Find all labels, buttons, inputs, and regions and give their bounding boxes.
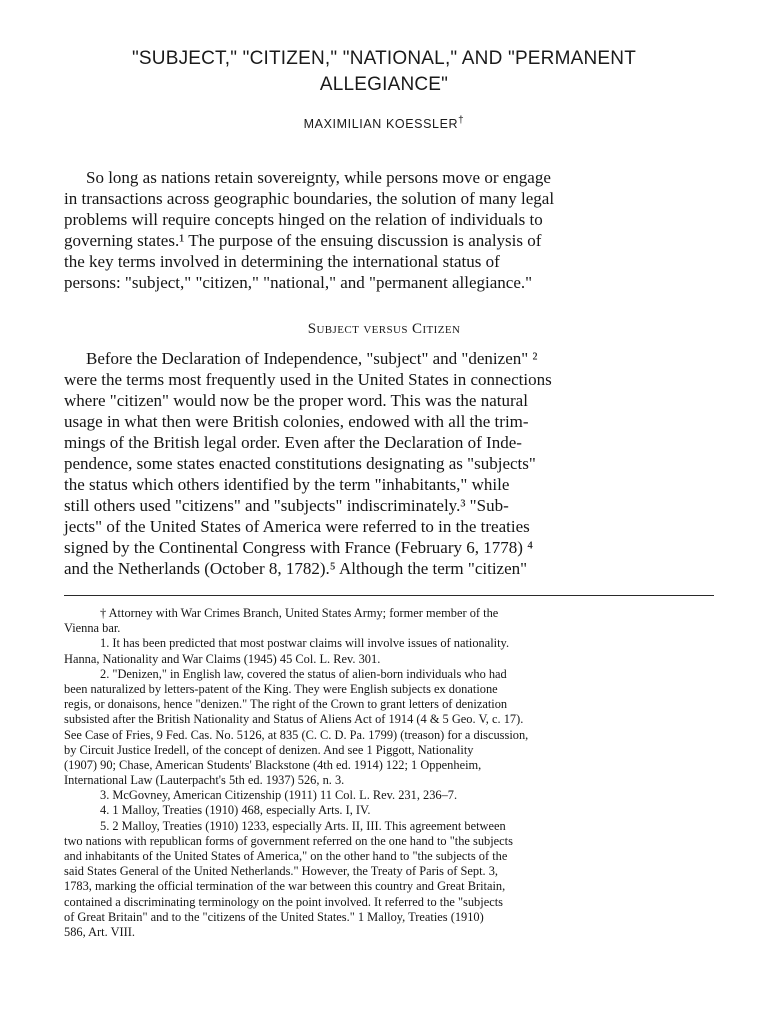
intro-line: the key terms involved in determining the international status of [64,252,500,271]
footnotes [64,606,714,940]
footnote-line: 4. 1 Malloy, Treaties (1910) 468, especially Arts. I, IV. [100,803,371,818]
article-title-line-2: ALLEGIANCE" [319,74,449,95]
footnote-line: 2. "Denizen," in English law, covered the status of alien-born individuals who had [100,666,507,681]
footnote-line: International Law (Lauterpacht's 5th ed. 1937) 526, n. 3. [64,773,345,788]
footnote-line: by Circuit Justice Iredell, of the concept of denizen. And see 1 Piggott, Nationality [64,742,474,757]
footnote-line: and inhabitants of the United States of America," on the other hand to "the subjects of the [64,849,508,863]
author-footnote-mark: † [458,115,465,126]
footnote-line: See Case of Fries, 9 Fed. Cas. No. 5126, at 835 (C. C. D. Pa. 1799) (treason) for a discussion, [64,727,529,742]
footnote-line: † Attorney with War Crimes Branch, United States Army; former member of the [100,606,499,620]
section-heading: Subject versus Citizen [307,321,461,337]
section-line: jects" of the United States of America were referred to in the treaties [64,517,530,536]
footnote-line: (1907) 90; Chase, American Students' Blackstone (4th ed. 1914) 122; 1 Oppenheim, [64,757,482,772]
intro-line: governing states.¹ The purpose of the ensuing discussion is analysis of [64,231,542,250]
footnote-line: 1783, marking the official termination of the war between this country and Great Britain, [64,879,506,894]
footnote-line: contained a discriminating terminology on the point involved. It referred to the "subjects [64,894,503,909]
article-title-line-1: "SUBJECT," "CITIZEN," "NATIONAL," AND "PERMANENT [131,48,637,69]
footnote-line: 586, Art. VIII. [64,924,136,939]
footnote-line: 1. It has been predicted that most postwar claims will involve issues of nationality. [100,636,510,651]
footnote-line: of Great Britain" and to the "citizens of the United States." 1 Malloy, Treaties (1910) [64,909,484,924]
footnote-divider [64,595,714,596]
section-line: Before the Declaration of Independence, "subject" and "denizen" ² [86,349,538,368]
footnote-line: regis, or donaisons, hence "denizen." The right of the Crown to grant letters of denization [64,697,508,712]
section-line: pendence, some states enacted constitutions designating as "subjects" [64,454,536,473]
section-line: the status which others identified by the term "inhabitants," while [64,475,510,494]
intro-line: persons: "subject," "citizen," "national," and "permanent allegiance." [64,273,533,292]
footnote-line: Hanna, Nationality and War Claims (1945) 45 Col. L. Rev. 301. [64,651,381,666]
footnote-line: 5. 2 Malloy, Treaties (1910) 1233, especially Arts. II, III. This agreement between [100,818,506,833]
author-name: MAXIMILIAN KOESSLER [303,117,459,132]
section-line: and the Netherlands (October 8, 1782).⁵ Although the term "citizen" [64,559,528,578]
intro-paragraph [64,167,714,293]
section-line: usage in what then were British colonies, endowed with all the trim- [64,412,529,431]
section-line: signed by the Continental Congress with France (February 6, 1778) ⁴ [64,538,534,557]
footnote-line: said States General of the United Netherlands." However, the Treaty of Paris of Sept. 3, [64,864,499,879]
footnote-line: two nations with republican forms of government referred on the one hand to "the subjects [64,833,513,848]
intro-line: problems will require concepts hinged on the relation of individuals to [64,210,543,229]
footnote-line: been naturalized by letters-patent of the King. They were English subjects ex donatione [64,681,498,696]
section-line: still others used "citizens" and "subjects" indiscriminately.³ "Sub- [64,496,509,515]
footnote-line: subsisted after the British Nationality and Status of Aliens Act of 1914 (4 & 5 Geo. V, c. 17). [64,712,524,727]
footnote-line: Vienna bar. [64,621,121,636]
intro-line: in transactions across geographic boundaries, the solution of many legal [64,189,555,208]
section-line: were the terms most frequently used in the United States in connections [64,370,552,389]
section-line: mings of the British legal order. Even after the Declaration of Inde- [64,433,522,452]
intro-line: So long as nations retain sovereignty, while persons move or engage [86,168,551,187]
footnote-line: 3. McGovney, American Citizenship (1911) 11 Col. L. Rev. 231, 236–7. [100,788,458,803]
section-line: where "citizen" would now be the proper word. This was the natural [64,391,528,410]
section-paragraph [64,348,714,579]
article-author [60,115,708,131]
article-title [60,46,708,98]
